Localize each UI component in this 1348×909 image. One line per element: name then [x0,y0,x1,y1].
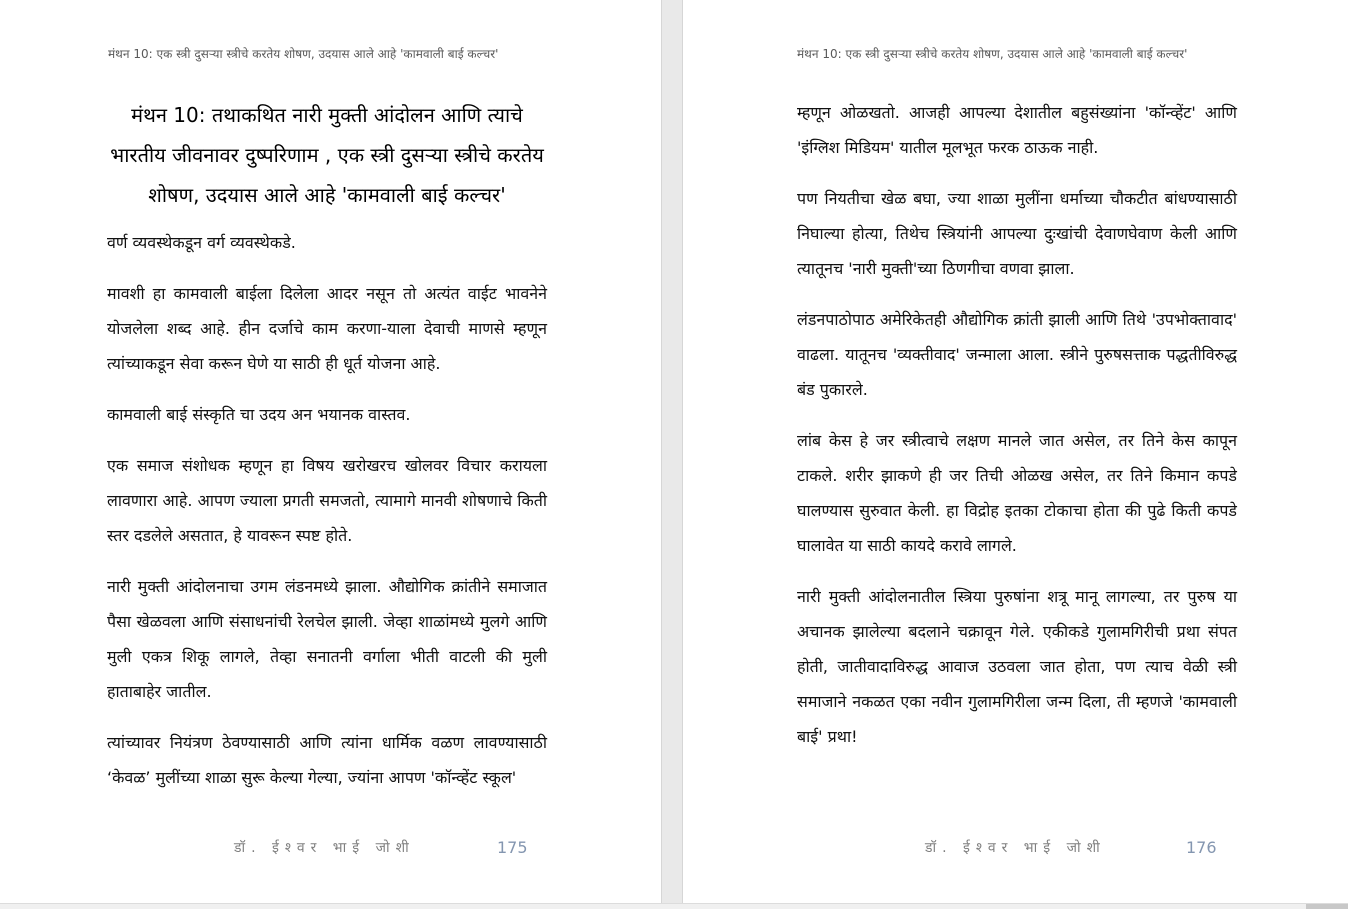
paragraph: पण नियतीचा खेळ बघा, ज्या शाळा मुलींना धर्माच्या चौकटीत बांधण्यासाठी निघाल्या होत्या, तिथेच स्त्रियांनी आपल्या दुःखांची देवाणघेवाण केली आणि त्यातूनच 'नारी मुक्ती'च्या ठिणगीचा वणवा झाला. [797,189,1237,278]
footer-author: डॉ. ईश्वर भाई जोशी [925,840,1106,856]
footer-author: डॉ. ईश्वर भाई जोशी [234,840,415,856]
paragraph: एक समाज संशोधक म्हणून हा विषय खरोखरच खोलवर विचार करायला लावणारा आहे. आपण ज्याला प्रगती समजतो, त्यामागे मानवी शोषणाचे किती स्तर दडलेले असतात, हे यावरून स्पष्ट होते. [107,456,547,545]
left-page [0,0,661,903]
scrollbar-thumb[interactable] [1306,904,1348,909]
page-gutter [661,0,683,903]
paragraph: नारी मुक्ती आंदोलनातील स्त्रिया पुरुषांना शत्रू मानू लागल्या, तर पुरुष या अचानक झालेल्या बदलाने चक्रावून गेले. एकीकडे गुलामगिरीची प्रथा संपत होती, जातीवादाविरुद्ध आवाज उठवला जात होता, पण त्याच वेळी स्त्री समाजाने नकळत एका नवीन गुलामगिरीला जन्म दिला, ती म्हणजे 'कामवाली बाई' प्रथा! [797,587,1237,746]
page-content [797,95,1237,770]
running-header: मंथन 10: एक स्त्री दुसऱ्या स्त्रीचे करतेय शोषण, उदयास आले आहे 'कामवाली बाई कल्चर' [108,47,499,61]
right-page [683,0,1348,903]
paragraph: म्हणून ओळखतो. आजही आपल्या देशातील बहुसंख्यांना 'कॉन्व्हेंट' आणि 'इंग्लिश मिडियम' यातील मूलभूत फरक ठाऊक नाही. [797,103,1237,157]
page-content [107,95,547,795]
paragraph: वर्ण व्यवस्थेकडून वर्ग व्यवस्थेकडे. [107,233,296,252]
page-number: 176 [1186,838,1217,857]
paragraph: कामवाली बाई संस्कृति चा उदय अन भयानक वास्तव. [107,405,411,424]
paragraph: लांब केस हे जर स्त्रीत्वाचे लक्षण मानले जात असेल, तर तिने केस कापून टाकले. शरीर झाकणे ही जर तिची ओळख असेल, तर तिने किमान कपडे घालण्यास सुरुवात केली. हा विद्रोह इतका टोकाचा होता की पुढे किती कपडे घालावेत या साठी कायदे करावे लागले. [797,431,1237,555]
page-number: 175 [497,838,528,857]
paragraph: लंडनपाठोपाठ अमेरिकेतही औद्योगिक क्रांती झाली आणि तिथे 'उपभोक्तावाद' वाढला. यातूनच 'व्यक्तीवाद' जन्माला आला. स्त्रीने पुरुषसत्ताक पद्धतीविरुद्ध बंड पुकारले. [797,310,1237,399]
running-header: मंथन 10: एक स्त्री दुसऱ्या स्त्रीचे करतेय शोषण, उदयास आले आहे 'कामवाली बाई कल्चर' [797,47,1188,61]
paragraph: त्यांच्यावर नियंत्रण ठेवण्यासाठी आणि त्यांना धार्मिक वळण लावण्यासाठी ‘केवळ’ मुलींच्या शाळा सुरू केल्या गेल्या, ज्यांना आपण 'कॉन्व्हेंट स्कूल' [107,733,547,787]
horizontal-scrollbar[interactable] [0,903,1348,909]
paragraph: मावशी हा कामवाली बाईला दिलेला आदर नसून तो अत्यंत वाईट भावनेने योजलेला शब्द आहे. हीन दर्जाचे काम करणा-याला देवाची माणसे म्हणून त्यांच्याकडून सेवा करून घेणे या साठी ही धूर्त योजना आहे. [107,284,547,373]
paragraph: नारी मुक्ती आंदोलनाचा उगम लंडनमध्ये झाला. औद्योगिक क्रांतीने समाजात पैसा खेळवला आणि संसाधनांची रेलचेल झाली. जेव्हा शाळांमध्ये मुलगे आणि मुली एकत्र शिकू लागले, तेव्हा सनातनी वर्गाला भीती वाटली की मुली हाताबाहेर जातील. [107,577,547,701]
chapter-title: मंथन 10: तथाकथित नारी मुक्ती आंदोलन आणि त्याचे भारतीय जीवनावर दुष्परिणाम , एक स्त्री दुसऱ्या स्त्रीचे करतेय शोषण, उदयास आले आहे 'कामवाली बाई कल्चर' [110,103,544,207]
